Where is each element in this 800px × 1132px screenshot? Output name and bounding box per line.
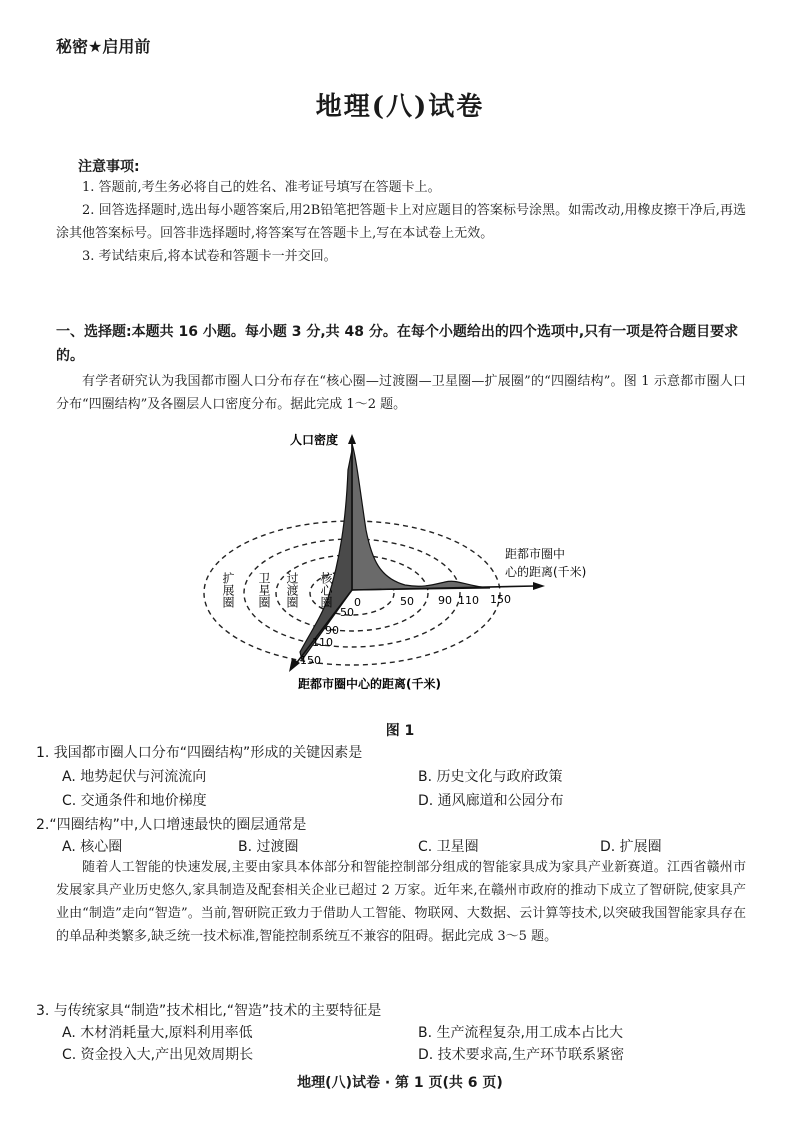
z-tick: 90 (325, 624, 339, 637)
notice-item: 1. 答题前,考生务必将自己的姓名、准考证号填写在答题卡上。 (82, 180, 441, 195)
notice-item: 3. 考试结束后,将本试卷和答题卡一并交回。 (82, 249, 337, 264)
question-3-option: C. 资金投入大,产出见效周期长 (62, 1047, 254, 1063)
x-axis-label: 距都市圈中 (505, 547, 566, 561)
z-tick: 50 (340, 606, 354, 619)
x-tick: 50 (400, 595, 414, 608)
question-1-option: D. 通风廊道和公园分布 (418, 793, 564, 809)
question-2-option: B. 过渡圈 (238, 839, 299, 855)
page-footer: 地理(八)试卷 · 第 1 页(共 6 页) (297, 1075, 503, 1091)
x-tick: 90 (438, 594, 452, 607)
figure-1 (200, 430, 640, 700)
x-tick: 0 (354, 596, 361, 609)
y-axis-label: 人口密度 (290, 433, 339, 447)
ring-label-transition: 过渡圈 (285, 572, 299, 608)
x-tick: 150 (490, 593, 511, 606)
question-3-option: B. 生产流程复杂,用工成本占比大 (418, 1025, 623, 1041)
z-axis-label: 距都市圈中心的距离(千米) (298, 677, 441, 691)
density-curve-x (352, 444, 490, 590)
ring-label-satellite: 卫星圈 (257, 572, 271, 608)
question-3-stem: 3. 与传统家具“制造”技术相比,“智造”技术的主要特征是 (36, 1003, 382, 1019)
question-3-option: D. 技术要求高,生产环节联系紧密 (418, 1047, 625, 1063)
figure-caption: 图 1 (385, 723, 415, 739)
x-tick: 110 (458, 594, 479, 607)
notice-item: 2. 回答选择题时,选出每小题答案后,用2B铅笔把答题卡上对应题目的答案标号涂黑。如需改动,用橡皮擦干净后,再选涂其他答案标号。回答非选择题时,将答案写在答题卡上,写在本试卷上无效。 (56, 203, 746, 241)
question-1-option: B. 历史文化与政府政策 (418, 769, 563, 785)
ring-label-extension: 扩展圈 (221, 572, 235, 608)
z-tick: 150 (300, 654, 321, 667)
secret-label: 秘密★启用前 (56, 37, 151, 56)
question-2-option: C. 卫星圈 (418, 839, 479, 855)
notice-list (56, 176, 746, 268)
question-3-option: A. 木材消耗量大,原料利用率低 (62, 1025, 253, 1041)
question-1-option: A. 地势起伏与河流流向 (62, 769, 207, 785)
section-intro: 有学者研究认为我国都市圈人口分布存在“核心圈—过渡圈—卫星圈—扩展圈”的“四圈结构”。图 1 示意都市圈人口分布“四圈结构”及各圈层人口密度分布。据此完成 1～2 题。 (56, 374, 746, 412)
question-2-stem: 2.“四圈结构”中,人口增速最快的圈层通常是 (36, 817, 307, 833)
x-axis-label: 心的距离(千米) (505, 565, 587, 579)
question-1-option: C. 交通条件和地价梯度 (62, 793, 207, 809)
page-title: 地理(八)试卷 (315, 92, 485, 122)
section-heading: 一、选择题:本题共 16 小题。每小题 3 分,共 48 分。在每个小题给出的四个选项中,只有一项是符合题目要求的。 (56, 324, 739, 364)
question-1-stem: 1. 我国都市圈人口分布“四圈结构”形成的关键因素是 (36, 745, 363, 761)
ring-label-core: 核心圈 (319, 572, 333, 608)
question-2-option: D. 扩展圈 (600, 839, 662, 855)
passage: 随着人工智能的快速发展,主要由家具本体部分和智能控制部分组成的智能家具成为家具产业新赛道。江西省赣州市发展家具产业历史悠久,家具制造及配套相关企业已超过 2 万家。近年来,在赣州市政府的推动下成立了智研院,使家具产业由“制造”走向“智造”。当前,智研院正致力于借助人工智能、物联网、大数据、云计算等技术,以突破我国智能家具存在的单品种类繁多,缺乏统一技术标准,智能控制系统互不兼容的阻碍。据此完成 3～5 题。 (56, 860, 746, 944)
question-2-option: A. 核心圈 (62, 839, 123, 855)
notice-heading: 注意事项: (78, 159, 140, 175)
z-tick: 110 (312, 636, 333, 649)
